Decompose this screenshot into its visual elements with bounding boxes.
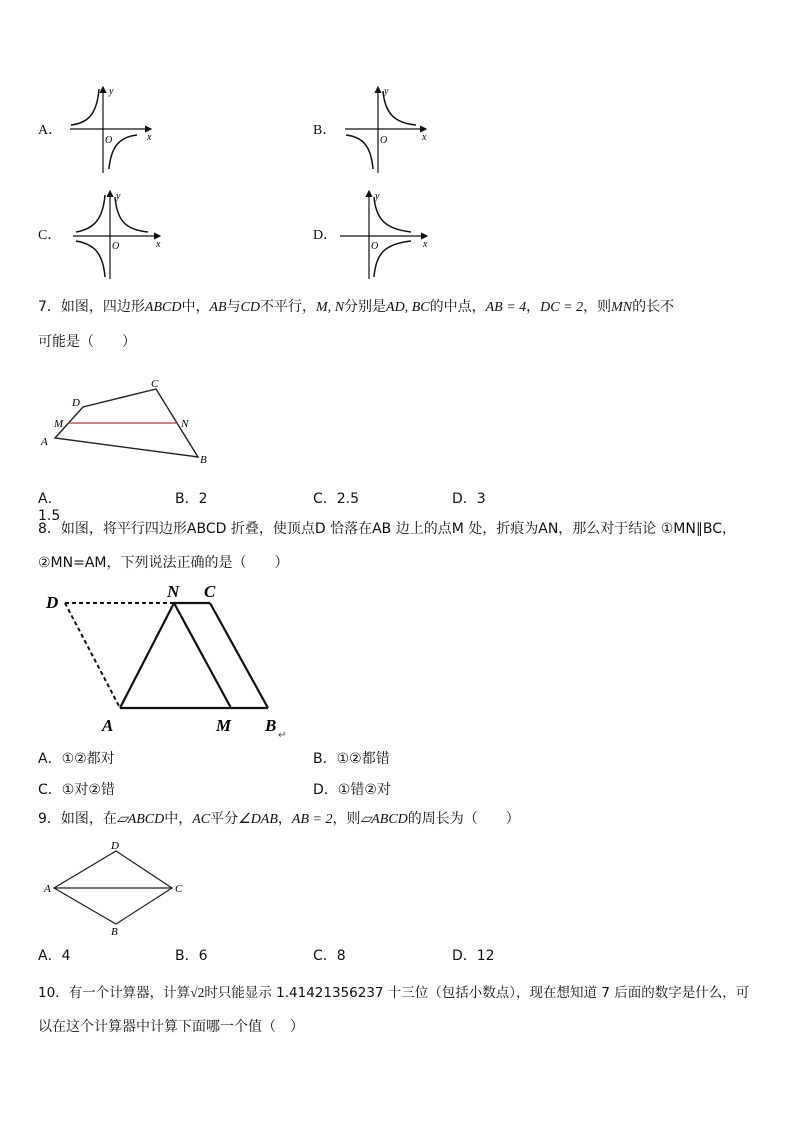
graph-option-c [68,187,168,282]
math: DC = 2 [540,300,584,315]
origin-label: O [105,135,113,146]
question-10-line-1 [38,976,768,1010]
text: ， [526,299,541,315]
text: 如图，在 [60,811,117,827]
origin-label: O [112,241,120,252]
label-b: B [200,454,207,466]
option-label: A． [38,123,63,138]
rhombus-figure [38,838,198,938]
math: ▱ABCD [360,812,408,827]
question-8-line-2: ②MN=AM，下列说法正确的是（ ） [38,555,289,571]
label-d: D [111,840,119,852]
text: 的中点， [429,299,486,315]
label-c: C [151,378,159,390]
math: AB = 2 [291,812,333,827]
option-label: C． [38,228,62,243]
graph-option-d [335,187,435,282]
parallelogram-fold-figure [38,580,298,742]
text: 分别是 [344,299,387,315]
question-8-line-1: 8．如图，将平行四边形ABCD 折叠，使顶点D 恰落在AB 边上的点M 处，折痕为AN，那么对于结论 ①MN∥BC， [38,521,736,537]
graph-option-a [65,83,160,178]
option-d[interactable]: D．12 [452,948,495,964]
y-axis-label: y [109,86,114,97]
text: 时只能显示 1.41421356237 十三位（包括小数点），现在想知道 7 后面的数字是什么，可 [204,985,750,1001]
text: 不平行， [260,299,317,315]
label-m: M [54,418,64,430]
quadrilateral-figure [38,375,218,467]
question-10-line-2: 以在这个计算器中计算下面哪一个值（ ） [38,1019,304,1035]
text: 的周长为（ ） [407,811,520,827]
option-d[interactable]: D．①错②对 [313,782,391,798]
question-number: 9． [38,811,61,827]
x-axis-label: x [422,132,427,143]
question-8 [38,512,768,580]
text: 平分 [210,811,239,827]
option-c[interactable]: C．2.5 [313,491,360,507]
label-b: B [265,716,277,735]
y-axis-label: y [375,191,380,202]
return-mark: ↵ [278,730,287,741]
option-a[interactable]: A．1.5 [38,491,62,524]
text: ，则 [332,811,361,827]
option-b[interactable]: B．6 [175,948,208,964]
math: ▱ABCD [116,812,165,827]
origin-label: O [371,241,379,252]
option-a[interactable]: A．4 [38,948,71,964]
math: AD, BC [386,300,430,315]
label-n: N [181,418,189,430]
math: AC [192,812,211,827]
question-9 [38,802,768,837]
label-d: D [46,593,59,612]
label-b: B [111,926,118,938]
question-7-line-2: 可能是（ ） [38,334,136,350]
label-m: M [216,716,232,735]
option-a[interactable]: A．①②都对 [38,751,115,767]
math: CD [240,300,261,315]
option-label: B． [313,123,337,138]
math: AB = 4 [485,300,527,315]
graph-option-b [340,83,435,178]
question-number: 7． [38,299,61,315]
text: ，则 [583,299,612,315]
label-a: A [41,436,48,448]
label-a: A [102,716,114,735]
x-axis-label: x [423,239,428,250]
math: M, N [316,300,345,315]
text: 与 [226,299,241,315]
x-axis-label: x [147,132,152,143]
math: AB [209,300,227,315]
question-9-line-1 [38,802,768,837]
option-c[interactable]: C．8 [313,948,346,964]
text: 的长不 [632,299,675,315]
question-10 [38,976,768,1044]
option-label: D． [313,228,338,243]
label-n: N [167,582,180,601]
label-d: D [72,397,80,409]
math: MN [611,300,633,315]
option-b[interactable]: B．①②都错 [313,751,390,767]
label-a: A [44,883,51,895]
option-b[interactable]: B．2 [175,491,208,507]
question-7-line-1 [38,290,768,325]
origin-label: O [380,135,388,146]
option-d[interactable]: D．3 [452,491,486,507]
x-axis-label: x [156,239,161,250]
text: 10．有一个计算器，计算 [38,985,191,1001]
sqrt-expression: √2 [190,985,205,1000]
text: 中， [181,299,210,315]
y-axis-label: y [116,191,121,202]
y-axis-label: y [384,86,389,97]
option-c[interactable]: C．①对②错 [38,782,115,798]
question-7 [38,290,768,359]
label-c: C [175,883,183,895]
label-c: C [204,582,216,601]
math: ABCD [144,300,182,315]
text: 如图，四边形 [60,299,145,315]
text: ， [277,811,292,827]
math: ∠DAB [238,812,278,827]
text: 中， [164,811,193,827]
